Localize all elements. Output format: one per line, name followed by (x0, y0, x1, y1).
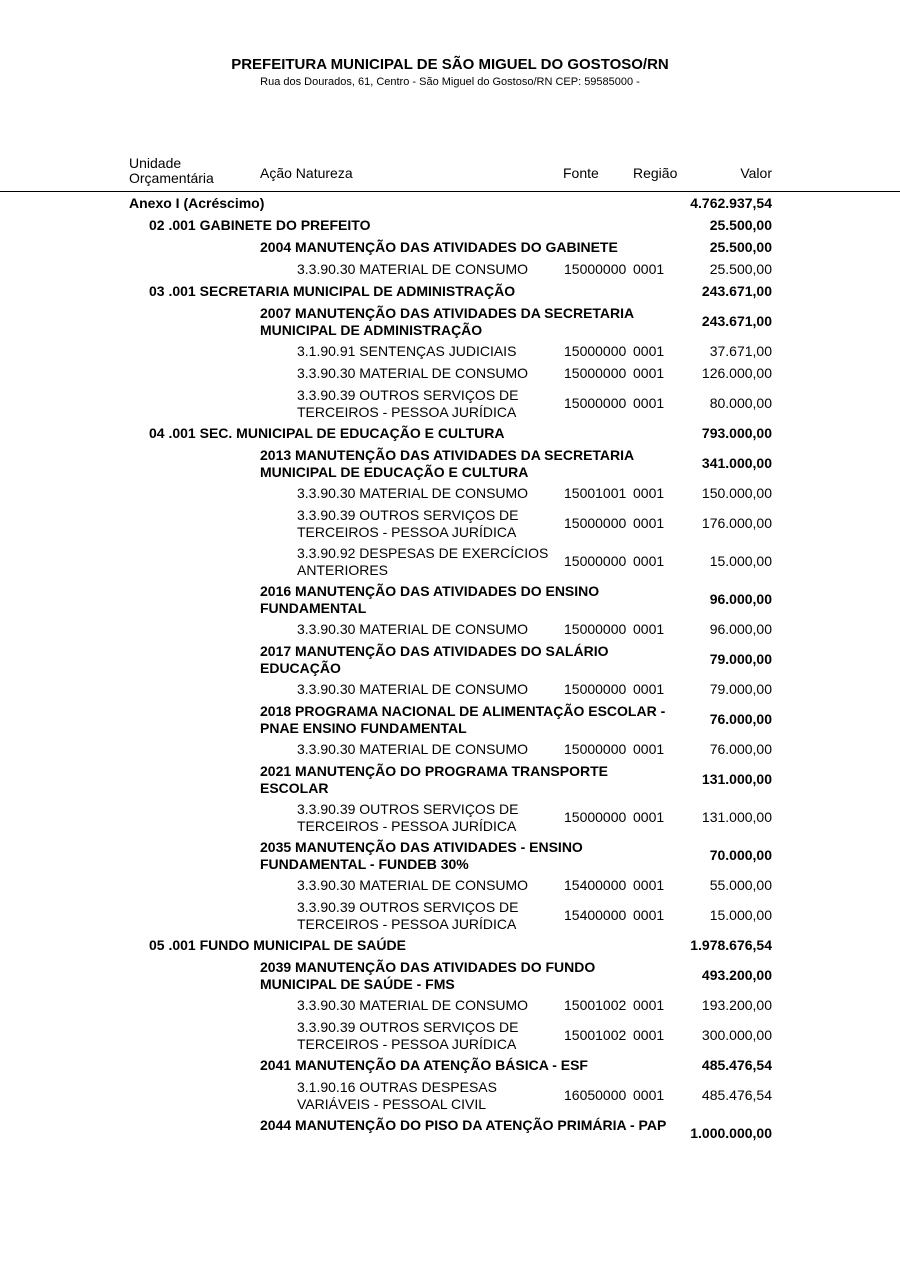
table-row (0, 341, 900, 363)
table-row (0, 957, 900, 995)
valor-cell: 193.200,00 (701, 997, 772, 1013)
valor-cell: 243.671,00 (701, 313, 772, 329)
action-row-label: 2016 MANUTENÇÃO DAS ATIVIDADES DO ENSINO FUNDAMENTAL (260, 583, 600, 616)
fonte-cell: 16050000 (564, 1087, 627, 1103)
regiao-cell: 0001 (633, 553, 665, 569)
valor-cell: 150.000,00 (701, 485, 772, 501)
table-row (0, 1077, 900, 1115)
fonte-cell: 15000000 (564, 809, 627, 825)
nature-row-label: 3.3.90.30 MATERIAL DE CONSUMO (297, 485, 529, 501)
valor-cell: 15.000,00 (709, 553, 772, 569)
valor-cell: 126.000,00 (701, 365, 772, 381)
nature-row-label: 3.3.90.39 OUTROS SERVIÇOS DE TERCEIROS - PESSOA JURÍDICA (297, 387, 519, 420)
table-row (0, 619, 900, 641)
table-row (0, 875, 900, 897)
nature-row-label: 3.3.90.30 MATERIAL DE CONSUMO (297, 261, 529, 277)
table-row (0, 215, 900, 237)
table-row (0, 281, 900, 303)
table-row (0, 837, 900, 875)
valor-cell: 55.000,00 (709, 877, 772, 893)
action-row-label: 2021 MANUTENÇÃO DO PROGRAMA TRANSPORTE ESCOLAR (260, 763, 608, 796)
table-row (0, 423, 900, 445)
valor-cell: 76.000,00 (709, 741, 772, 757)
action-row-label: 2013 MANUTENÇÃO DAS ATIVIDADES DA SECRETARIA MUNICIPAL DE EDUCAÇÃO E CULTURA (260, 447, 634, 480)
valor-cell: 131.000,00 (701, 809, 772, 825)
table-row (0, 303, 900, 341)
valor-cell: 1.978.676,54 (690, 937, 772, 953)
table-row (0, 1055, 900, 1077)
nature-row-label: 3.3.90.92 DESPESAS DE EXERCÍCIOS ANTERIORES (297, 545, 549, 578)
column-header-regiao: Região (633, 165, 678, 181)
valor-cell: 25.500,00 (709, 239, 772, 255)
valor-cell: 25.500,00 (709, 217, 772, 233)
regiao-cell: 0001 (633, 343, 665, 359)
nature-row-label: 3.3.90.39 OUTROS SERVIÇOS DE TERCEIROS - PESSOA JURÍDICA (297, 1019, 519, 1052)
table-row (0, 701, 900, 739)
action-row-label: 2039 MANUTENÇÃO DAS ATIVIDADES DO FUNDO MUNICIPAL DE SAÚDE - FMS (260, 959, 596, 992)
table-row (0, 483, 900, 505)
column-header-acao-natureza: Ação Natureza (260, 165, 353, 181)
valor-cell: 15.000,00 (709, 907, 772, 923)
unit-row-label: 03 .001 SECRETARIA MUNICIPAL DE ADMINISTRAÇÃO (149, 283, 516, 299)
table-row (0, 761, 900, 799)
regiao-cell: 0001 (633, 1087, 665, 1103)
nature-row-label: 3.3.90.30 MATERIAL DE CONSUMO (297, 365, 529, 381)
nature-row-label: 3.3.90.39 OUTROS SERVIÇOS DE TERCEIROS - PESSOA JURÍDICA (297, 801, 519, 834)
table-row (0, 237, 900, 259)
regiao-cell: 0001 (633, 365, 665, 381)
action-row-label: 2035 MANUTENÇÃO DAS ATIVIDADES - ENSINO FUNDAMENTAL - FUNDEB 30% (260, 839, 583, 872)
valor-cell: 37.671,00 (709, 343, 772, 359)
action-row-label: 2017 MANUTENÇÃO DAS ATIVIDADES DO SALÁRIO EDUCAÇÃO (260, 643, 609, 676)
regiao-cell: 0001 (633, 907, 665, 923)
table-row (0, 897, 900, 935)
column-header-unidade: Unidade Orçamentária (129, 155, 214, 186)
nature-row-label: 3.3.90.39 OUTROS SERVIÇOS DE TERCEIROS - PESSOA JURÍDICA (297, 507, 519, 540)
page-address: Rua dos Dourados, 61, Centro - São Miguel do Gostoso/RN CEP: 59585000 - (260, 76, 640, 88)
table-row (0, 641, 900, 679)
unit-row-label: 04 .001 SEC. MUNICIPAL DE EDUCAÇÃO E CULTURA (149, 425, 505, 441)
valor-cell: 485.476,54 (701, 1057, 772, 1073)
valor-cell: 4.762.937,54 (690, 195, 772, 211)
action-row-label: 2044 MANUTENÇÃO DO PISO DA ATENÇÃO PRIMÁRIA - PAP (260, 1117, 667, 1133)
regiao-cell: 0001 (633, 997, 665, 1013)
valor-cell: 79.000,00 (709, 681, 772, 697)
valor-cell: 493.200,00 (701, 967, 772, 983)
valor-cell: 96.000,00 (709, 621, 772, 637)
valor-cell: 25.500,00 (709, 261, 772, 277)
nature-row-label: 3.1.90.16 OUTRAS DESPESAS VARIÁVEIS - PESSOAL CIVIL (297, 1079, 497, 1112)
valor-cell: 80.000,00 (709, 395, 772, 411)
budget-table-body (0, 193, 900, 1153)
regiao-cell: 0001 (633, 261, 665, 277)
action-row-label: 2004 MANUTENÇÃO DAS ATIVIDADES DO GABINETE (260, 239, 618, 255)
table-row (0, 995, 900, 1017)
fonte-cell: 15000000 (564, 621, 627, 637)
fonte-cell: 15400000 (564, 907, 627, 923)
fonte-cell: 15001002 (564, 1027, 627, 1043)
table-header (0, 156, 900, 192)
table-row (0, 543, 900, 581)
fonte-cell: 15000000 (564, 261, 627, 277)
action-row-label: 2007 MANUTENÇÃO DAS ATIVIDADES DA SECRETARIA MUNICIPAL DE ADMINISTRAÇÃO (260, 305, 634, 338)
table-row (0, 259, 900, 281)
fonte-cell: 15000000 (564, 741, 627, 757)
annex-row-label: Anexo I (Acréscimo) (129, 195, 265, 211)
regiao-cell: 0001 (633, 621, 665, 637)
column-header-fonte: Fonte (563, 165, 599, 181)
nature-row-label: 3.3.90.30 MATERIAL DE CONSUMO (297, 877, 529, 893)
table-row (0, 581, 900, 619)
unit-row-label: 05 .001 FUNDO MUNICIPAL DE SAÚDE (149, 937, 406, 953)
valor-cell: 485.476,54 (701, 1087, 772, 1103)
valor-cell: 131.000,00 (701, 771, 772, 787)
valor-cell: 76.000,00 (709, 711, 772, 727)
nature-row-label: 3.3.90.30 MATERIAL DE CONSUMO (297, 741, 529, 757)
valor-cell: 793.000,00 (701, 425, 772, 441)
fonte-cell: 15000000 (564, 553, 627, 569)
regiao-cell: 0001 (633, 809, 665, 825)
table-row (0, 385, 900, 423)
table-row (0, 445, 900, 483)
valor-cell: 300.000,00 (701, 1027, 772, 1043)
regiao-cell: 0001 (633, 515, 665, 531)
valor-cell: 70.000,00 (709, 847, 772, 863)
valor-cell: 176.000,00 (701, 515, 772, 531)
nature-row-label: 3.3.90.30 MATERIAL DE CONSUMO (297, 621, 529, 637)
table-row (0, 679, 900, 701)
fonte-cell: 15000000 (564, 395, 627, 411)
regiao-cell: 0001 (633, 741, 665, 757)
fonte-cell: 15000000 (564, 343, 627, 359)
table-row (0, 1115, 900, 1153)
fonte-cell: 15400000 (564, 877, 627, 893)
regiao-cell: 0001 (633, 877, 665, 893)
valor-cell: 96.000,00 (709, 591, 772, 607)
nature-row-label: 3.3.90.39 OUTROS SERVIÇOS DE TERCEIROS - PESSOA JURÍDICA (297, 899, 519, 932)
valor-cell: 79.000,00 (709, 651, 772, 667)
regiao-cell: 0001 (633, 485, 665, 501)
valor-cell: 341.000,00 (701, 455, 772, 471)
nature-row-label: 3.3.90.30 MATERIAL DE CONSUMO (297, 681, 529, 697)
table-row (0, 505, 900, 543)
valor-cell: 1.000.000,00 (690, 1125, 772, 1141)
action-row-label: 2041 MANUTENÇÃO DA ATENÇÃO BÁSICA - ESF (260, 1057, 588, 1073)
regiao-cell: 0001 (633, 1027, 665, 1043)
regiao-cell: 0001 (633, 681, 665, 697)
fonte-cell: 15000000 (564, 365, 627, 381)
table-row (0, 935, 900, 957)
fonte-cell: 15001001 (564, 485, 627, 501)
column-header-valor: Valor (740, 165, 772, 181)
action-row-label: 2018 PROGRAMA NACIONAL DE ALIMENTAÇÃO ESCOLAR - PNAE ENSINO FUNDAMENTAL (260, 703, 666, 736)
table-row (0, 193, 900, 215)
page-title: PREFEITURA MUNICIPAL DE SÃO MIGUEL DO GOSTOSO/RN (231, 56, 669, 73)
fonte-cell: 15001002 (564, 997, 627, 1013)
fonte-cell: 15000000 (564, 681, 627, 697)
table-row (0, 1017, 900, 1055)
regiao-cell: 0001 (633, 395, 665, 411)
table-row (0, 739, 900, 761)
table-row (0, 799, 900, 837)
valor-cell: 243.671,00 (701, 283, 772, 299)
fonte-cell: 15000000 (564, 515, 627, 531)
table-row (0, 363, 900, 385)
unit-row-label: 02 .001 GABINETE DO PREFEITO (149, 217, 371, 233)
nature-row-label: 3.3.90.30 MATERIAL DE CONSUMO (297, 997, 529, 1013)
nature-row-label: 3.1.90.91 SENTENÇAS JUDICIAIS (297, 343, 517, 359)
